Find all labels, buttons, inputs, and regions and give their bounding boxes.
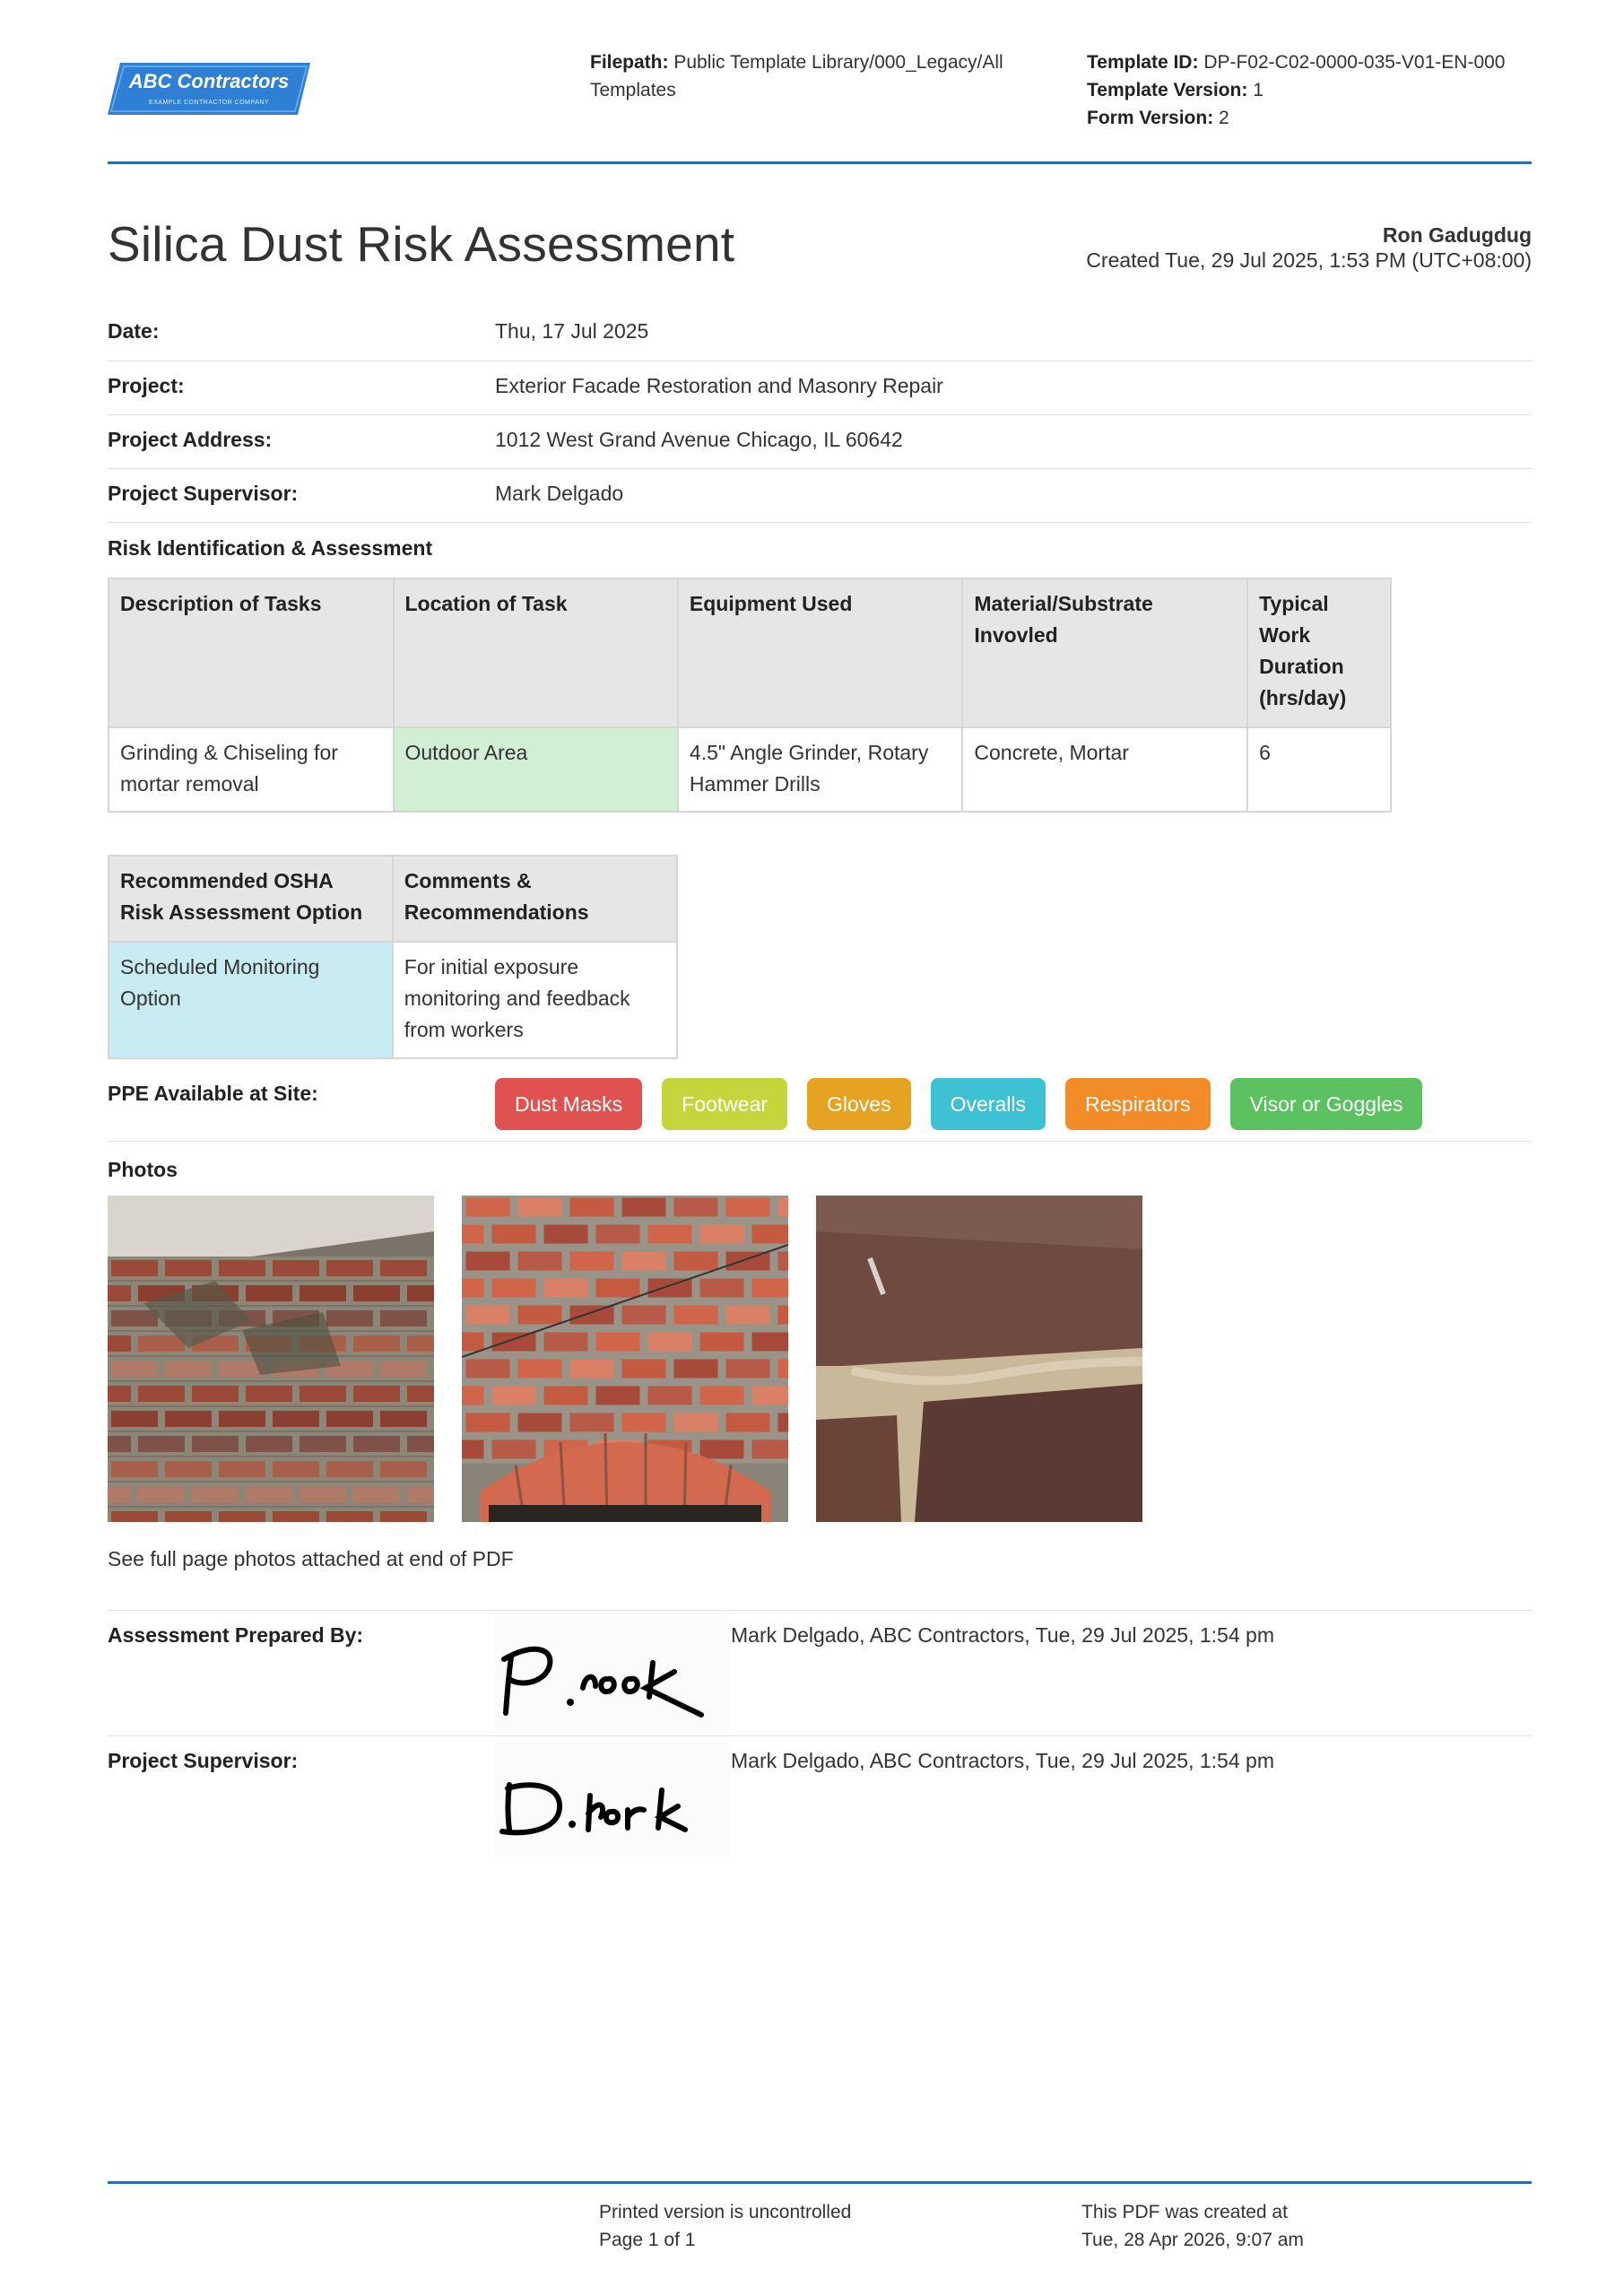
column-header: Comments & Recommendations [393,856,677,942]
photo-brick-closeup[interactable] [816,1196,1142,1522]
photo-brick-wall-1[interactable] [108,1196,434,1522]
signature-meta: Mark Delgado, ABC Contractors, Tue, 29 Jul 2025, 1:54 pm [731,1749,1274,1772]
table-cell: 4.5" Angle Grinder, Rotary Hammer Drills [678,727,962,812]
uncontrolled-note: Printed version is uncontrolled [599,2202,852,2222]
svg-text:ABC Contractors: ABC Contractors [128,70,290,92]
osha-table [108,855,678,1059]
table-header-row [109,578,1391,727]
field-project-supervisor [108,482,1532,523]
table-cell: Concrete, Mortar [962,727,1247,812]
table-cell: Grinding & Chiseling for mortar removal [109,727,394,812]
filepath-label: Filepath: [590,52,669,73]
ppe-chip: Gloves [807,1078,911,1130]
table-row [109,942,677,1058]
photos-label: Photos [108,1158,178,1181]
created-timestamp: Created Tue, 29 Jul 2025, 1:53 PM (UTC+08:00) [1086,248,1532,272]
ppe-chip: Respirators [1065,1078,1211,1130]
ppe-label: PPE Available at Site: [108,1082,318,1105]
photo-brick-wall-2[interactable] [462,1196,788,1522]
signature-row-supervisor [108,1735,1532,1862]
footer-divider [108,2181,1532,2184]
ppe-chip-list [495,1078,1422,1130]
field-project-address [108,428,1532,469]
photos-note: See full page photos attached at end of PDF [108,1547,514,1570]
ppe-chip: Dust Masks [495,1078,642,1130]
risk-section-title: Risk Identification & Assessment [108,536,433,560]
field-label: Project Address: [108,428,273,451]
page-title: Silica Dust Risk Assessment [108,216,735,272]
signature-image [495,1616,730,1731]
form-version-value: 2 [1219,108,1229,128]
template-id-row [1087,48,1535,76]
field-date [108,319,1532,361]
field-label: Project Supervisor: [108,482,299,505]
field-value: Thu, 17 Jul 2025 [495,319,649,343]
column-header: Location of Task [394,578,678,727]
template-version-row [1087,76,1535,104]
filepath-value: Public Template Library/000_Legacy/All Templates [590,52,1003,100]
table-cell: Outdoor Area [394,727,678,812]
field-value: Mark Delgado [495,482,624,505]
column-header: Material/Substrate Invovled [962,578,1247,727]
page [108,0,1532,2296]
signature-row-prepared [108,1610,1532,1736]
pdf-created-label: This PDF was created at [1081,2202,1288,2222]
author-name: Ron Gadugdug [1382,223,1532,247]
template-meta [1087,48,1535,132]
footer-print-info [599,2198,851,2254]
signature-label: Project Supervisor: [108,1749,299,1772]
ppe-chip: Footwear [662,1078,787,1130]
signature-label: Assessment Prepared By: [108,1623,364,1647]
ppe-row [108,1069,1532,1142]
ppe-chip: Overalls [931,1078,1046,1130]
author-block [1086,222,1532,273]
footer-created-info [1081,2198,1304,2254]
risk-table [108,578,1392,813]
signature-meta: Mark Delgado, ABC Contractors, Tue, 29 Jul 2025, 1:54 pm [731,1623,1274,1647]
field-value: Exterior Facade Restoration and Masonry Repair [495,374,943,397]
page-number: Page 1 of 1 [599,2230,696,2250]
column-header: Typical Work Duration (hrs/day) [1247,578,1391,727]
table-row [109,727,1391,812]
header-divider [108,161,1532,164]
table-cell: 6 [1247,727,1391,812]
template-version-value: 1 [1253,80,1264,100]
form-version-label: Form Version: [1087,108,1214,128]
ppe-chip: Visor or Goggles [1230,1078,1423,1130]
field-label: Project: [108,374,185,397]
field-value: 1012 West Grand Avenue Chicago, IL 60642 [495,428,903,451]
document-header [108,45,1532,161]
table-header-row [109,856,677,942]
template-id-value: DP-F02-C02-0000-035-V01-EN-000 [1203,52,1506,73]
field-project [108,374,1532,415]
template-version-label: Template Version: [1087,80,1248,100]
filepath [590,48,1020,104]
form-version-row [1087,104,1535,132]
field-label: Date: [108,319,160,343]
pdf-created-value: Tue, 28 Apr 2026, 9:07 am [1081,2230,1304,2250]
company-logo [108,59,314,118]
column-header: Recommended OSHA Risk Assessment Option [109,856,393,942]
signature-image [495,1742,730,1857]
template-id-label: Template ID: [1087,52,1199,73]
column-header: Description of Tasks [109,578,394,727]
column-header: Equipment Used [678,578,962,727]
svg-text:EXAMPLE CONTRACTOR COMPANY: EXAMPLE CONTRACTOR COMPANY [148,100,270,106]
table-cell: For initial exposure monitoring and feedback from workers [393,942,677,1058]
table-cell: Scheduled Monitoring Option [109,942,393,1058]
